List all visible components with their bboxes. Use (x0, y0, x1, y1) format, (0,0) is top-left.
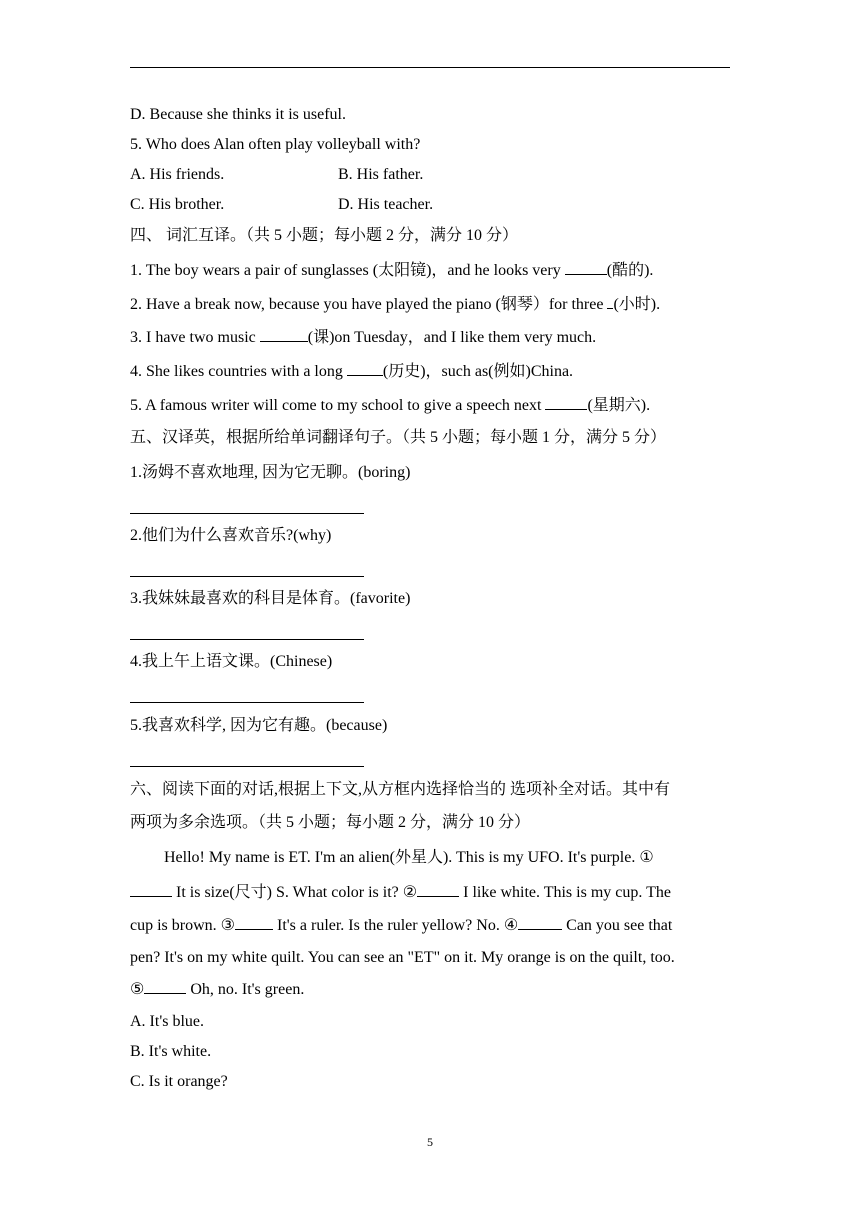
q5-options-row1 (130, 165, 730, 185)
passage-text: I like white. This is my cup. The (459, 884, 671, 901)
q5-option-b: B. His father. (338, 166, 424, 183)
answer-line (130, 766, 364, 767)
passage-line (130, 882, 671, 903)
section4-item-text: 5. A famous writer will come to my school to give a speech next (130, 397, 546, 414)
section6-option-c: C. Is it orange? (130, 1073, 228, 1090)
section5-item: 4.我上午上语文课。(Chinese) (130, 653, 333, 670)
section5-item: 2.他们为什么喜欢音乐?(why) (130, 527, 332, 544)
passage-text: Hello! My name is ET. I'm an alien(外星人). This is my UFO. It's purple. ① (164, 849, 654, 866)
passage-text: pen? It's on my white quilt. You can see an "ET" on it. My orange is on the quilt, too. (130, 949, 675, 966)
fill-blank (545, 395, 587, 410)
page-number: 5 (427, 1135, 433, 1149)
fill-blank (347, 361, 383, 376)
passage-line (130, 948, 675, 968)
passage-text: cup is brown. ③ (130, 917, 235, 934)
section4-item-text: 1. The boy wears a pair of sunglasses (太阳镜)，and he looks very (130, 262, 565, 279)
q5-options-row2 (130, 195, 730, 215)
q5-option-a: A. His friends. (130, 166, 225, 183)
section4-item (130, 361, 573, 382)
section6-heading-line2: 两项为多余选项。（共 5 小题；每小题 2 分，满分 10 分） (130, 814, 531, 831)
section6-option-a: A. It's blue. (130, 1013, 204, 1030)
fill-blank (417, 882, 459, 897)
section5-item: 5.我喜欢科学, 因为它有趣。(because) (130, 717, 388, 734)
answer-line (130, 513, 364, 514)
fill-blank (235, 915, 273, 930)
section4-item (130, 260, 653, 281)
section4-item-text: 3. I have two music (130, 329, 260, 346)
q4-option-d: D. Because she thinks it is useful. (130, 106, 346, 123)
answer-line (130, 639, 364, 640)
fill-blank (144, 979, 186, 994)
section4-item-text: 4. She likes countries with a long (130, 363, 347, 380)
passage-line (130, 915, 672, 936)
section6-heading-line1: 六、阅读下面的对话,根据上下文,从方框内选择恰当的 选项补全对话。其中有 (130, 781, 671, 798)
answer-line (130, 576, 364, 577)
passage-text: ⑤ (130, 981, 145, 998)
header-rule (130, 67, 730, 68)
q5-option-c: C. His brother. (130, 196, 225, 213)
section6-option-b: B. It's white. (130, 1043, 212, 1060)
section4-item-hint: (酷的). (606, 262, 654, 279)
q5-question: 5. Who does Alan often play volleyball with? (130, 136, 421, 153)
fill-blank (565, 260, 607, 275)
passage-line (130, 979, 304, 1000)
passage-text: Oh, no. It's green. (186, 981, 305, 998)
passage-text: It is size(尺寸) S. What color is it? ② (172, 884, 418, 901)
passage-text: Can you see that (562, 917, 673, 934)
section4-heading: 四、 词汇互译。（共 5 小题；每小题 2 分，满分 10 分） (130, 227, 519, 244)
section4-item-text: 2. Have a break now, because you have played the piano (钢琴）for three (130, 296, 608, 313)
passage-text: It's a ruler. Is the ruler yellow? No. ④ (273, 917, 519, 934)
section5-item: 1.汤姆不喜欢地理, 因为它无聊。(boring) (130, 464, 411, 481)
section4-item-hint: (小时). (613, 296, 661, 313)
answer-line (130, 702, 364, 703)
passage-line (130, 848, 654, 868)
fill-blank (260, 327, 308, 342)
fill-blank (130, 882, 172, 897)
fill-blank (518, 915, 562, 930)
section4-item-hint: (星期六). (587, 397, 651, 414)
q5-option-d: D. His teacher. (338, 196, 434, 213)
section5-item: 3.我妹妹最喜欢的科目是体育。(favorite) (130, 590, 411, 607)
section4-item (130, 294, 660, 315)
section4-item-hint: (课)on Tuesday，and I like them very much. (307, 329, 597, 346)
section5-heading: 五、汉译英，根据所给单词翻译句子。（共 5 小题；每小题 1 分，满分 5 分） (130, 429, 667, 446)
section4-item (130, 395, 650, 416)
section4-item-hint: (历史)，such as(例如)China. (382, 363, 574, 380)
section4-item (130, 327, 596, 348)
